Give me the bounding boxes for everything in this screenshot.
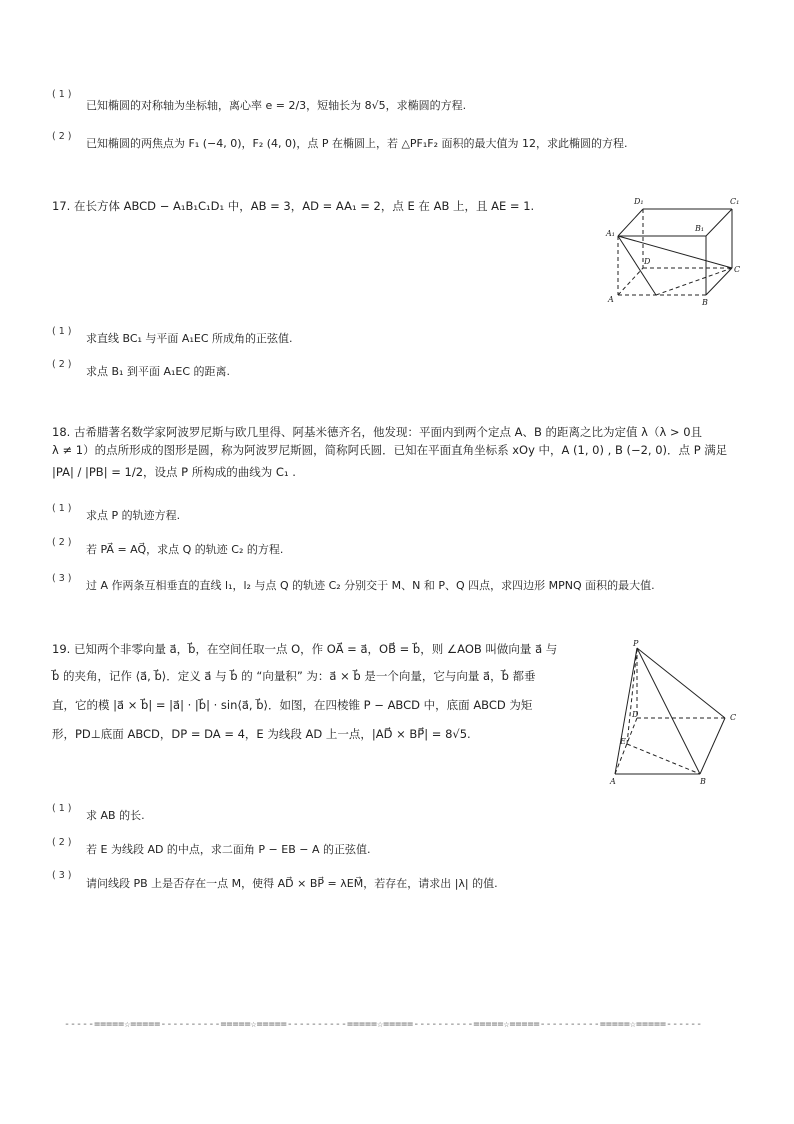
problem-stem-line: 18. 古希腊著名数学家阿波罗尼斯与欧几里得、阿基米德齐名，他发现：平面内到两个定点 A、B 的距离之比为定值 λ（λ > 0且 bbox=[52, 425, 703, 439]
item-number: ( 1 ) bbox=[52, 326, 72, 337]
question-text: 求点 P 的轨迹方程. bbox=[86, 509, 181, 522]
problem-stem-line: 19. 已知两个非零向量 a⃗，b⃗，在空间任取一点 O，作 OA⃗ = a⃗，OB⃗ = b⃗，则 ∠AOB 叫做向量 a⃗ 与 bbox=[52, 642, 558, 656]
item-number: ( 1 ) bbox=[52, 89, 72, 100]
item-number: ( 2 ) bbox=[52, 131, 72, 142]
vertex-label: C₁ bbox=[730, 197, 740, 206]
problem-stem: 17. 在长方体 ABCD − A₁B₁C₁D₁ 中，AB = 3，AD = AA₁ = 2，点 E 在 AB 上，且 AE = 1. bbox=[52, 199, 535, 213]
vertex-label: P bbox=[633, 639, 639, 648]
item-number: ( 2 ) bbox=[52, 359, 72, 370]
question-text: 求 AB 的长. bbox=[86, 809, 145, 822]
vertex-label: A bbox=[610, 777, 616, 786]
vertex-label: C bbox=[730, 713, 737, 722]
problem-stem-line: λ ≠ 1）的点所形成的图形是圆，称为阿波罗尼斯圆，简称阿氏圆．已知在平面直角坐标系 xOy 中，A (1, 0) , B (−2, 0)．点 P 满足 bbox=[52, 443, 728, 457]
vertex-label: B bbox=[700, 777, 706, 786]
problem-stem-line: |PA| / |PB| = 1/2，设点 P 所构成的曲线为 C₁ . bbox=[52, 465, 296, 479]
item-number: ( 1 ) bbox=[52, 803, 72, 814]
question-text: 已知椭圆的两焦点为 F₁ (−4, 0)，F₂ (4, 0)，点 P 在椭圆上，若 △PF₁F₂ 面积的最大值为 12，求此椭圆的方程. bbox=[86, 137, 628, 150]
vertex-label: C bbox=[734, 265, 741, 274]
problem-stem-line: 直，它的模 |a⃗ × b⃗| = |a⃗| · |b⃗| · sin⟨a⃗, b⃗⟩．如图，在四棱锥 P − ABCD 中，底面 ABCD 为矩 bbox=[52, 698, 533, 712]
pyramid-figure bbox=[600, 636, 750, 788]
question-text: 已知椭圆的对称轴为坐标轴，离心率 e = 2/3，短轴长为 8√5，求椭圆的方程. bbox=[86, 99, 467, 112]
item-number: ( 3 ) bbox=[52, 573, 72, 584]
problem-stem-line: b⃗ 的夹角，记作 ⟨a⃗, b⃗⟩．定义 a⃗ 与 b⃗ 的 “向量积” 为：a⃗ × b⃗ 是一个向量，它与向量 a⃗，b⃗ 都垂 bbox=[52, 669, 536, 683]
vertex-label: D bbox=[632, 710, 639, 719]
question-text: 若 E 为线段 AD 的中点，求二面角 P − EB − A 的正弦值. bbox=[86, 843, 371, 856]
vertex-label: D bbox=[644, 257, 651, 266]
item-number: ( 2 ) bbox=[52, 837, 72, 848]
question-text: 求点 B₁ 到平面 A₁EC 的距离. bbox=[86, 365, 231, 378]
cuboid-figure bbox=[600, 192, 750, 310]
vertex-label: B bbox=[702, 298, 708, 307]
question-text: 若 PA⃗ = AQ⃗，求点 Q 的轨迹 C₂ 的方程. bbox=[86, 543, 284, 556]
item-number: ( 1 ) bbox=[52, 503, 72, 514]
footer-divider: -----=====☆=====----------=====☆=====----------=====☆=====----------=====☆=====----------=====☆=====------ bbox=[64, 1019, 703, 1030]
vertex-label: E bbox=[620, 737, 626, 746]
question-text: 请问线段 PB 上是否存在一点 M，使得 AD⃗ × BP⃗ = λEM⃗，若存在，请求出 |λ| 的值. bbox=[86, 877, 498, 890]
problem-stem-line: 形，PD⊥底面 ABCD，DP = DA = 4，E 为线段 AD 上一点，|AD⃗ × BP⃗| = 8√5. bbox=[52, 727, 471, 741]
question-text: 求直线 BC₁ 与平面 A₁EC 所成角的正弦值. bbox=[86, 332, 293, 345]
item-number: ( 3 ) bbox=[52, 870, 72, 881]
vertex-label: A bbox=[608, 295, 614, 304]
vertex-label: D₁ bbox=[634, 197, 644, 206]
question-text: 过 A 作两条互相垂直的直线 l₁，l₂ 与点 Q 的轨迹 C₂ 分别交于 M、N 和 P、Q 四点，求四边形 MPNQ 面积的最大值. bbox=[86, 579, 655, 592]
item-number: ( 2 ) bbox=[52, 537, 72, 548]
vertex-label: A₁ bbox=[606, 229, 615, 238]
vertex-label: B₁ bbox=[695, 224, 705, 233]
